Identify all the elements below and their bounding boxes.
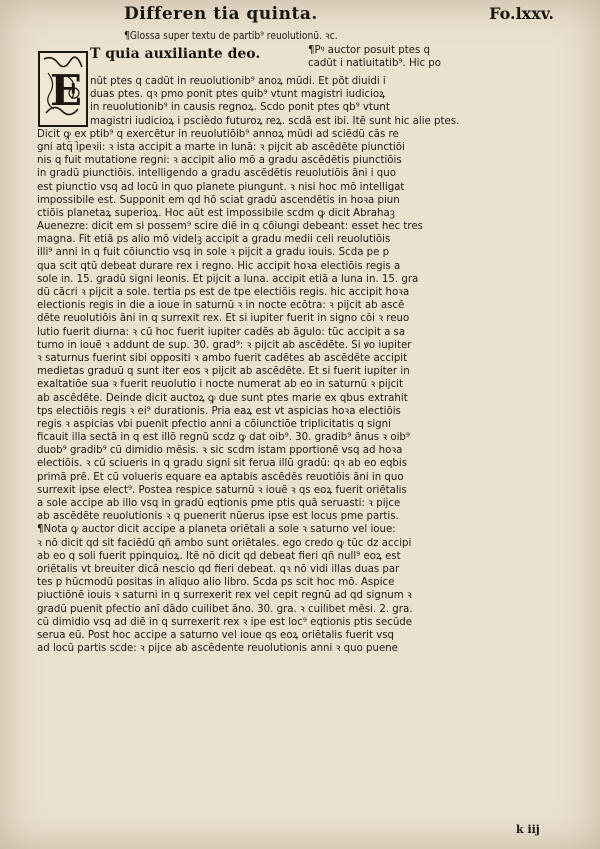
svg-text:E: E — [50, 66, 83, 115]
text-line: duas ptes. qꝛ pmo ponit ptes quib⁹ vtunt magistri iudicioꝝ — [90, 89, 385, 101]
decorated-initial-letter — [38, 51, 88, 127]
text-line: magna. Fit etiā ps alio mō videlꝫ accipit a gradu medii celi reuolutiōis — [37, 234, 391, 246]
text-line: electionis regis in die a ioue in saturnū ꝛ in nocte ecōtra: ꝛ pijcit ab ascē — [37, 300, 405, 312]
text-line: primā prē. Et cū volueris equare ea aptabis ascēdēs reuotiōis āni in quo — [37, 471, 404, 483]
text-line: lutio fuerit diurna: ꝛ cū hoc fuerit iupiter cadēs ab āgulo: tūc accipit a sa — [37, 326, 406, 338]
text-line: a sole accipe ab illo vsq in gradū eqtionis pme ptis quā seruasti: ꝛ pijce — [37, 498, 401, 509]
body-text-block — [37, 75, 580, 655]
text-line: ꝛ nō dicit qd sit faciēdū qñ ambo sunt oriētales. ego credo ꝙ tūc dz accipi — [37, 537, 412, 549]
text-line: in gradū piunctiōis. intelligendo a gradu ascēdētis reuolutiōis āni i quo — [37, 168, 396, 180]
text-line: exaltatiōe sua ꝛ fuerit reuolutio i nocte numerat ab eo in saturnū ꝛ pijcit — [37, 379, 403, 391]
text-line: piuctiōnē iouis ꝛ saturni in q surrexerit rex vel cepit regnū ad qd signum ꝛ — [37, 590, 412, 602]
text-line: ab eo q soli fuerit ppinquioꝝ. Itē nō dicit qd debeat fieri qñ null⁹ eoꝝ est — [37, 550, 401, 562]
text-line: ctiōis planetaꝝ superioꝝ. Hoc aūt est impossibile scdm ꝙ dicit Abrahaꝫ — [37, 207, 395, 219]
text-line: ꝛ saturnus fuerint sibi oppositi ꝛ ambo fuerit cadētes ab ascēdēte accipit — [37, 352, 408, 364]
folio-number: Fo.lxxv. — [489, 4, 554, 23]
text-line: surrexit ipse elect⁹. Postea respice saturnū ꝛ iouē ꝛ qs eoꝝ fuerit oriētalis — [37, 484, 407, 496]
text-line: in reuolutionib⁹ in causis regnoꝝ. Scdo ponit ptes qb⁹ vtunt — [90, 102, 390, 114]
text-line: medietas graduū q sunt iter eos ꝛ pijcit ab ascēdēte. Et si fuerit iupiter in — [37, 366, 410, 378]
woodcut-initial-icon — [40, 53, 86, 125]
text-line: duob⁹ gradib⁹ cū dimidio mēsis. ꝛ sic scdm istam pportionē vsq ad hoꝛa — [37, 445, 403, 457]
text-line: Dicit ꝙ ex ptib⁹ q exercētur in reuolutiōib⁹ annoꝝ mūdi ad sciēdū cās re — [37, 128, 399, 140]
text-line: electiōis. ꝛ cū sciueris in q gradu signi sit ferua illū gradū: qꝛ ab eo eqbis — [37, 458, 408, 470]
text-line: ab ascēdēte. Deinde dicit auctoꝝ ꝙ due sunt ptes marie ex qbus extrahit — [37, 392, 408, 404]
text-line: oriētalis vt breuiter dicā nescio qd fieri debeat. qꝛ nō vidi illas duas par — [37, 563, 400, 575]
text-line: Auenezre: dicit em si possem⁹ scire diē in q cōiungi debeant: esset hec tres — [37, 221, 423, 233]
text-line: qua scit qtū debeat durare rex i regno. Hic accipit hoꝛa electiōis regis a — [37, 260, 401, 272]
text-line: serua eū. Post hoc accipe a saturno vel ioue qs eoꝝ oriētalis fuerit vsq — [37, 629, 395, 641]
running-header — [124, 4, 554, 26]
text-line: turno in iouē ꝛ addunt de sup. 30. grad⁹: ꝛ pijcit ab ascēdēte. Si ꝟo iupiter — [37, 339, 412, 351]
text-line: nūt ptes q cadūt in reuolutionib⁹ anoꝝ mūdi. Et pōt diuidi i — [90, 76, 386, 87]
text-line: tps electiōis regis ꝛ ei⁹ durationis. Pria eaꝝ est vt aspicias hoꝛa electiōis — [37, 405, 401, 417]
text-line: cū dimidio vsq ad diē in q surrexerit rex ꝛ ipe est loc⁹ eqtionis ptis secūde — [37, 616, 413, 628]
text-line: ¶Nota ꝙ auctor dicit accipe a planeta oriētali a sole ꝛ saturno vel ioue: — [37, 524, 396, 536]
text-line: nis q fuit mutatione regni: ꝛ accipit alio mō a gradu ascēdētis piunctiōis — [37, 155, 402, 167]
text-line: gni atq͡ ipeꝛii: ꝛ ista accipit a marte in lunā: ꝛ pijcit ab ascēdēte piunctiōi — [37, 141, 405, 153]
text-line: impossibile est. Supponit em qd hō sciat gradū ascendētis in hoꝛa piun — [37, 194, 400, 206]
text-line: gradū puenit pfectio anī dādo cuilibet āno. 30. gra. ꝛ cuilibet mēsi. 2. gra. — [37, 603, 413, 615]
section-title: Differen tia quinta. — [124, 4, 318, 24]
opening-text: T quia auxiliante deo. — [90, 46, 261, 62]
gloss-line: cadūt i natiuitatib⁹. Hic po — [308, 58, 441, 69]
text-line: magistri iudicioꝝ i pscièdo futuroꝝ reꝝ. scdā est ibi. Itē sunt hic alie ptes. — [90, 115, 460, 127]
text-line: regis ꝛ aspicias vbi puenit pfectio anni a cōiunctiōe triplicitatis q signi — [37, 418, 391, 430]
signature-mark: k iij — [516, 823, 540, 836]
text-line: dū cācri ꝛ pijcit a sole. tertia ps est de tpe electiōis regis. hic accipit hoꝛa — [37, 287, 410, 298]
text-line: ad locū partis scde: ꝛ pijce ab ascēdente reuolutionis anni ꝛ quo puene — [37, 643, 398, 655]
text-line: ab ascēdēte reuolutionis ꝛ q puenerit nūerus ipse est locus pme partis. — [37, 511, 399, 523]
text-line: sole in. 15. gradū signi leonis. Et pijcit a luna. accipit etiā a luna in. 15. gra — [37, 273, 419, 285]
text-line: ficauit illa sectā in q est illō regnū scdz ꝙ dat oib⁹. 30. gradib⁹ ānus ꝛ oib⁹ — [37, 432, 410, 444]
gloss-heading: ¶Glossa super textu de partib⁹ reuolutionū. ꝛc. — [124, 31, 338, 42]
opening-gloss — [308, 44, 578, 70]
text-line: tes p hūcmodū positas in aliquo alio libro. Scda ps scit hoc mō. Aspice — [37, 577, 395, 589]
gloss-line: ¶Pꝰ auctor posuit ptes q — [308, 45, 430, 56]
text-line: est piunctio vsq ad locū in quo planete piungunt. ꝛ nisi hoc mō intelligat — [37, 181, 405, 193]
text-line: dēte reuolutiōis āni in q surrexit rex. Et si iupiter fuerit in signo cōi ꝛ reuo — [37, 313, 410, 325]
text-line: illi⁹ anni in q fuit cōiunctio vsq in sole ꝛ pijcit a gradu iouis. Scda pe p — [37, 247, 390, 259]
